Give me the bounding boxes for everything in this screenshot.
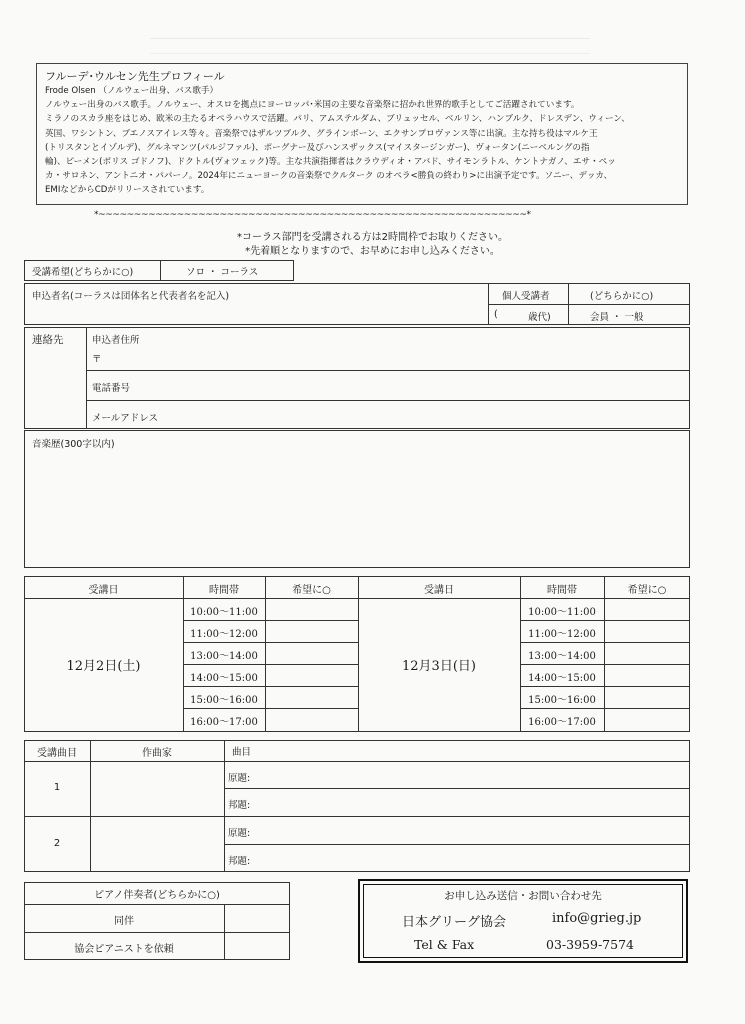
time-slot: 13:00～14:00 xyxy=(190,651,258,662)
schedule-header-wish: 希望に○ xyxy=(627,585,667,596)
composer-field[interactable] xyxy=(91,762,224,816)
piece-original-label: 原題: xyxy=(228,828,251,839)
profile-line: EMIなどからCDがリリースされています。 xyxy=(45,185,210,196)
schedule-header-date: 受講日 xyxy=(424,585,454,596)
time-slot: 13:00～14:00 xyxy=(528,651,596,662)
course-label: 受講希望(どちらかに○) xyxy=(32,267,134,278)
divider xyxy=(24,904,290,905)
postal-mark: 〒 xyxy=(92,354,102,365)
contact-label: 連絡先 xyxy=(32,334,64,346)
email-label: メールアドレス xyxy=(92,413,159,424)
contact-info-box xyxy=(358,879,688,963)
divider xyxy=(224,844,690,845)
profile-line: 英国、ワシントン、ブエノスアイレス等々。音楽祭ではザルツブルク、グラインボーン、エクサンプロヴァンス等に出演。主な持ち役はマルケ王 xyxy=(45,128,598,139)
day2-wish-column[interactable] xyxy=(605,599,690,731)
age-open: ( xyxy=(494,309,498,320)
profile-line: (トリスタンとイゾルデ)、グルネマンツ(パルジファル)、ポーグナー及びハンスザックス(マイスタージンガー)、ヴォータン(ニーベルングの指 xyxy=(45,142,590,153)
pieces-header-composer: 作曲家 xyxy=(142,748,172,759)
divider xyxy=(224,740,225,872)
profile-box xyxy=(36,63,688,205)
day1-date: 12月2日(土) xyxy=(66,659,141,674)
divider xyxy=(86,400,690,401)
applicant-name-field[interactable] xyxy=(32,304,482,322)
applicant-label: 申込者名(コーラスは団体名と代表者名を記入) xyxy=(32,291,230,302)
music-history-box[interactable] xyxy=(24,430,690,568)
time-slot: 15:00～16:00 xyxy=(528,695,596,706)
time-slot: 10:00～11:00 xyxy=(528,607,596,618)
piano-option-request[interactable]: 協会ピアニストを依頼 xyxy=(74,944,174,955)
profile-line: ミラノのスカラ座をはじめ、欧米の主たるオペラハウスで活躍。パリ、アムステルダム、ブリュッセル、ベルリン、ハンブルク、ドレスデン、ウィーン、 xyxy=(45,114,630,125)
tel-number[interactable]: 03-3959-7574 xyxy=(546,937,634,952)
schedule-header-time: 時間帯 xyxy=(209,585,239,596)
piece-number: 1 xyxy=(53,782,61,793)
profile-title: フルーデ･ウルセン先生プロフィール xyxy=(45,70,225,83)
divider xyxy=(86,370,690,371)
piano-label: ピアノ伴奏者(どちらかに○) xyxy=(94,890,220,901)
individual-label: 個人受講者 xyxy=(502,291,550,302)
separator: *~~~~~~~~~~~~~~~~~~~~~~~~~~~~~~~~~~~~~~~~~~~~~~~~~~~~~~~~~~~~* xyxy=(94,210,531,220)
profile-line: ノルウェー出身のバス歌手。ノルウェー、オスロを拠点にヨーロッパ･米国の主要な音楽祭に招かれ世界的歌手としてご活躍されています。 xyxy=(45,100,580,111)
individual-choice: (どちらかに○) xyxy=(590,291,654,302)
divider xyxy=(24,932,290,933)
piece-japanese-label: 邦題: xyxy=(228,856,251,867)
profile-line: 輪)、ピーメン(ボリス ゴドノフ)、ドクトル(ヴォツェック)等。主な共演指揮者はクラウディオ・アバド、サイモンラトル、ケントナガノ、エサ・ペッ xyxy=(45,157,616,168)
piano-option-own[interactable]: 同伴 xyxy=(114,916,134,927)
schedule-header-time: 時間帯 xyxy=(547,585,577,596)
address-label: 申込者住所 xyxy=(92,335,140,346)
note-first-come: *先着順となりますので、お早めにお申し込みください。 xyxy=(245,246,500,257)
email-field[interactable] xyxy=(170,406,680,426)
history-label-text: 音楽歴(300字以内) xyxy=(32,439,115,450)
time-slot: 14:00～15:00 xyxy=(190,673,258,684)
course-options[interactable]: ソロ ・ コーラス xyxy=(186,267,259,278)
day1-wish-column[interactable] xyxy=(266,599,358,731)
schedule-header-date: 受講日 xyxy=(88,585,119,596)
piece-number: 2 xyxy=(53,838,61,849)
divider xyxy=(224,788,690,789)
divider xyxy=(160,260,161,281)
phone-label: 電話番号 xyxy=(92,383,131,394)
age-label[interactable]: 歳代) xyxy=(528,312,551,323)
time-slot: 16:00～17:00 xyxy=(528,717,596,728)
contact-email[interactable]: info@grieg.jp xyxy=(552,911,642,926)
piece-original-label: 原題: xyxy=(228,773,251,784)
member-options[interactable]: 会員 ・ 一般 xyxy=(590,312,644,323)
time-slot: 14:00～15:00 xyxy=(528,673,596,684)
time-slot: 11:00～12:00 xyxy=(190,629,258,640)
time-slot: 16:00～17:00 xyxy=(190,717,258,728)
note-chorus: *コーラス部門を受講される方は2時間枠でお取りください。 xyxy=(236,232,509,243)
organization-name: 日本グリーグ協会 xyxy=(402,915,507,930)
tel-label: Tel & Fax xyxy=(414,937,475,952)
divider xyxy=(86,327,87,429)
faint-header-bleed xyxy=(150,38,590,54)
profile-name: Frode Olsen （ノルウェー出身、バス歌手） xyxy=(45,86,219,96)
divider xyxy=(358,576,359,732)
time-slot: 15:00～16:00 xyxy=(190,695,258,706)
divider xyxy=(488,304,690,305)
phone-field[interactable] xyxy=(160,376,680,396)
time-slot: 11:00～12:00 xyxy=(528,629,596,640)
profile-line: カ・サロネン、アントニオ・パパーノ。2024年にニューヨークの音楽祭でクルターク のオペラ<勝負の終わり>に出演予定です。ソニー、デッカ、 xyxy=(45,171,613,182)
pieces-header-title: 曲目 xyxy=(232,747,252,758)
composer-field[interactable] xyxy=(91,817,224,871)
schedule-header-wish: 希望に○ xyxy=(292,585,331,596)
address-field[interactable] xyxy=(110,348,680,366)
pieces-header-no: 受講曲目 xyxy=(37,748,77,759)
contact-info-inner xyxy=(363,884,683,958)
time-slot: 10:00～11:00 xyxy=(190,607,258,618)
piece-japanese-label: 邦題: xyxy=(228,800,251,811)
contact-title: お申し込み送信・お問い合わせ先 xyxy=(444,890,602,902)
day2-date: 12月3日(日) xyxy=(402,659,476,674)
